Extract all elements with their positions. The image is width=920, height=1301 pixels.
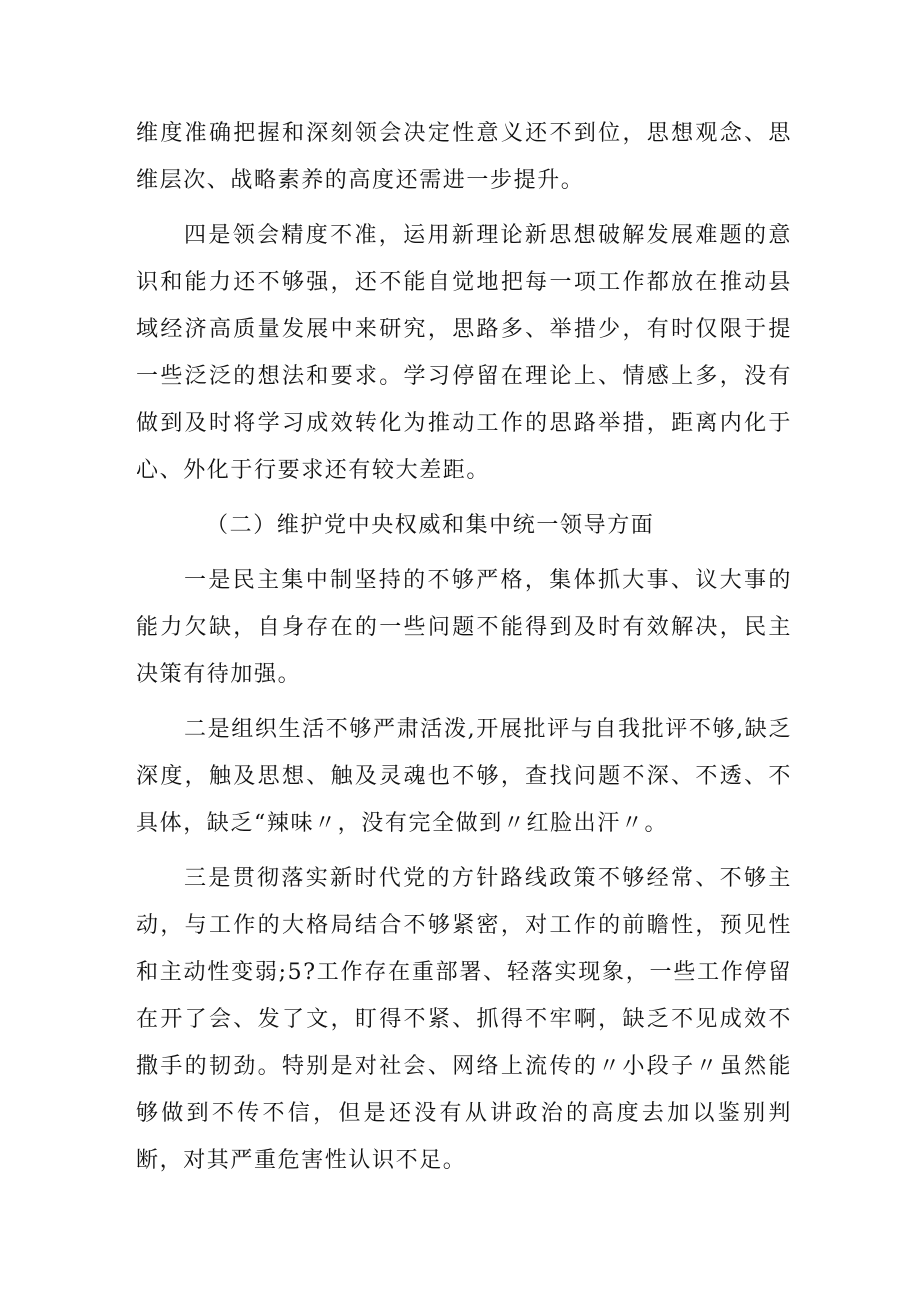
section-heading: （二）维护党中央权威和集中统一领导方面 <box>206 513 655 538</box>
paragraph-point-four: 四是领会精度不准，运用新理论新思想破解发展难题的意识和能力还不够强，还不能自觉地把每一项工作都放在推动县域经济高质量发展中来研究，思路多、举措少，有时仅限于提一些泛泛的想法和要求。学习停留在理论上、情感上多，没有做到及时将学习成效转化为推动工作的思路举措，距离内化于心、外化于行要求还有较大差距。 <box>136 223 792 483</box>
paragraph-continuation: 维度准确把握和深刻领会决定性意义还不到位，思想观念、思维层次、战略素养的高度还需进一步提升。 <box>136 121 792 193</box>
document-body <box>136 110 792 1184</box>
paragraph-point-one: 一是民主集中制坚持的不够严格，集体抓大事、议大事的能力欠缺，自身存在的一些问题不能得到及时有效解决，民主决策有待加强。 <box>136 568 792 687</box>
paragraph-point-two: 二是组织生活不够严肃活泼,开展批评与自我批评不够,缺乏深度，触及思想、触及灵魂也不够，查找问题不深、不透、不具体，缺乏“辣味〃，没有完全做到〃红脸出汗〃。 <box>136 717 792 836</box>
paragraph-point-three: 三是贯彻落实新时代党的方针路线政策不够经常、不够主动，与工作的大格局结合不够紧密，对工作的前瞻性，预见性和主动性变弱;5?工作存在重部署、轻落实现象，一些工作停留在开了会、发了文，盯得不紧、抓得不牢啊，缺乏不见成效不撒手的韧劲。特别是对社会、网络上流传的〃小段子〃虽然能够做到不传不信，但是还没有从讲政治的高度去加以鉴别判断，对其严重危害性认识不足。 <box>136 866 792 1173</box>
